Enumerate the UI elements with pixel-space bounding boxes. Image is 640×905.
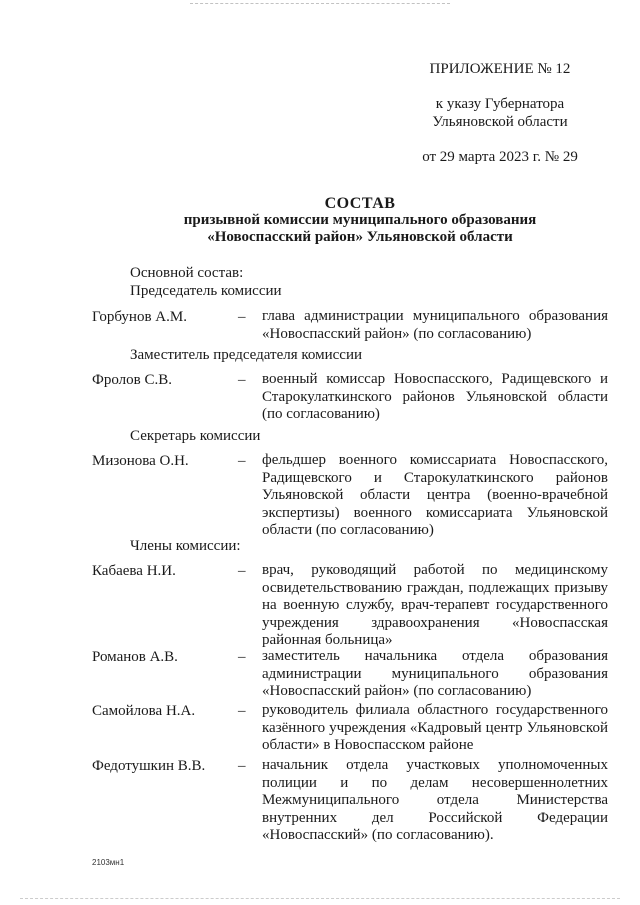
appendix-number: ПРИЛОЖЕНИЕ № 12 xyxy=(429,61,571,77)
title-line-2: призывной комиссии муниципального образования xyxy=(183,212,537,228)
dash-separator: – xyxy=(238,758,246,774)
member-description: врач, руководящий работой по медицинскому освидетельствованию граждан, подлежащих призыву на военную службу, врач-терапевт государственного учреждения здравоохранения «Новоспасская районная больница» xyxy=(262,562,608,648)
scan-artifact-top xyxy=(190,3,450,5)
member-description: начальник отдела участковых уполномоченных полиции и по делам несовершеннолетних Межмуниципального отдела Министерства внутренних дел Российской Федерации «Новоспасский» (по согласованию). xyxy=(262,757,608,843)
footer-code: 2103мн1 xyxy=(92,858,125,867)
appendix-to-decree: к указу Губернатора xyxy=(435,96,565,112)
label-chairman: Председатель комиссии xyxy=(130,283,282,299)
member-name: Мизонова О.Н. xyxy=(92,453,189,469)
appendix-region: Ульяновской области xyxy=(432,114,568,130)
scan-artifact-bottom xyxy=(20,898,620,900)
member-name: Самойлова Н.А. xyxy=(92,703,196,719)
title-line-3: «Новоспасский район» Ульяновской области xyxy=(207,229,513,245)
label-secretary: Секретарь комиссии xyxy=(130,428,261,444)
dash-separator: – xyxy=(238,703,246,719)
dash-separator: – xyxy=(238,453,246,469)
member-name: Фролов С.В. xyxy=(92,372,172,388)
member-name: Кабаева Н.И. xyxy=(92,563,176,579)
title-heading: СОСТАВ xyxy=(324,195,396,212)
member-name: Горбунов А.М. xyxy=(92,309,187,325)
dash-separator: – xyxy=(238,649,246,665)
member-description: заместитель начальника отдела образования администрации муниципального образования «Новоспасский район» (по согласованию) xyxy=(262,648,608,699)
label-main-composition: Основной состав: xyxy=(130,265,244,281)
member-description: руководитель филиала областного государственного казённого учреждения «Кадровый центр Ульяновской области» в Новоспасском районе xyxy=(262,702,608,753)
member-description: военный комиссар Новоспасского, Радищевского и Старокулаткинского районов Ульяновской области (по согласованию) xyxy=(262,371,608,422)
member-description: глава администрации муниципального образования «Новоспасский район» (по согласованию) xyxy=(262,308,608,342)
label-members: Члены комиссии: xyxy=(130,538,241,554)
appendix-date: от 29 марта 2023 г. № 29 xyxy=(422,149,578,165)
member-name: Романов А.В. xyxy=(92,649,178,665)
dash-separator: – xyxy=(238,563,246,579)
member-name: Федотушкин В.В. xyxy=(92,758,206,774)
label-deputy: Заместитель председателя комиссии xyxy=(130,347,363,363)
member-description: фельдшер военного комиссариата Новоспасского, Радищевского и Старокулаткинского районов Ульяновской области центра (военно-врачебной экспертизы) военного комиссариата Ульяновской области (по согласованию) xyxy=(262,452,608,538)
dash-separator: – xyxy=(238,309,246,325)
dash-separator: – xyxy=(238,372,246,388)
